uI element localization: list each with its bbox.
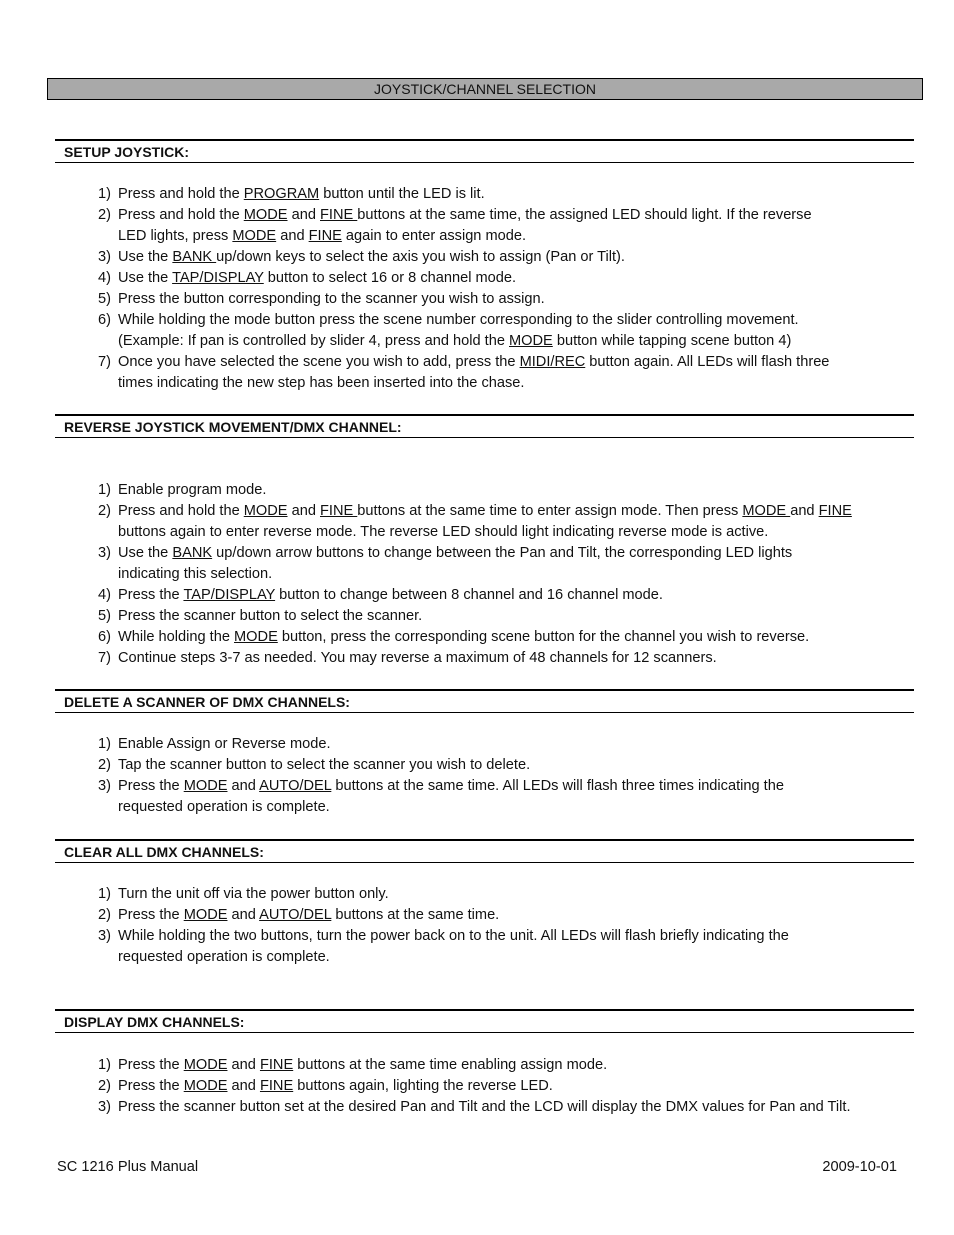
step-text: button again. All LEDs will flash three xyxy=(585,354,830,370)
step-number: 5) xyxy=(98,608,111,624)
button-name-reference: FINE xyxy=(320,207,358,223)
button-name-reference: MIDI/REC xyxy=(519,354,586,370)
section-heading: REVERSE JOYSTICK MOVEMENT/DMX CHANNEL: xyxy=(55,414,914,438)
step-line xyxy=(98,247,898,268)
step-line xyxy=(98,543,898,564)
button-name-reference: MODE xyxy=(243,503,288,519)
step-text: up/down arrow buttons to change between the Pan and Tilt, the corresponding LED lights xyxy=(212,545,793,561)
step-text: Press the xyxy=(118,1078,184,1094)
step-line xyxy=(98,905,898,926)
step-text: Use the xyxy=(118,545,173,561)
step-line xyxy=(98,648,898,669)
step-text: button, press the corresponding scene button for the channel you wish to reverse. xyxy=(277,629,810,645)
step-number: 3) xyxy=(98,778,111,794)
step-text: up/down keys to select the axis you wish to assign (Pan or Tilt). xyxy=(216,249,625,265)
button-name-reference: BANK xyxy=(172,249,217,265)
section-clear-channels xyxy=(55,839,914,863)
step-text: times indicating the new step has been inserted into the chase. xyxy=(118,375,525,391)
step-text: Tap the scanner button to select the scanner you wish to delete. xyxy=(118,757,531,773)
step-line xyxy=(98,1076,898,1097)
step-line xyxy=(98,755,898,776)
step-text: buttons again to enter reverse mode. The reverse LED should light indicating reverse mode is active. xyxy=(118,524,769,540)
display-steps-list xyxy=(98,1055,898,1118)
step-text: Press and hold the xyxy=(118,207,244,223)
step-number: 4) xyxy=(98,270,111,286)
button-name-reference: TAP/DISPLAY xyxy=(172,270,264,286)
button-name-reference: BANK xyxy=(172,545,213,561)
section-heading: SETUP JOYSTICK: xyxy=(55,139,914,163)
step-number: 2) xyxy=(98,907,111,923)
step-text: and xyxy=(227,1078,260,1094)
button-name-reference: MODE xyxy=(183,778,228,794)
button-name-reference: FINE xyxy=(320,503,358,519)
step-number: 1) xyxy=(98,736,111,752)
step-text: While holding the mode button press the scene number corresponding to the slider controlling movement. xyxy=(118,312,799,328)
step-text: Enable Assign or Reverse mode. xyxy=(118,736,331,752)
step-line xyxy=(98,501,898,522)
section-reverse-joystick xyxy=(55,414,914,438)
footer-date: 2009-10-01 xyxy=(822,1159,897,1175)
step-number: 2) xyxy=(98,207,111,223)
step-text: Press the button corresponding to the scanner you wish to assign. xyxy=(118,291,545,307)
clear-steps-list xyxy=(98,884,898,968)
button-name-reference: FINE xyxy=(818,503,852,519)
step-line xyxy=(98,310,898,331)
step-number: 6) xyxy=(98,312,111,328)
step-text: buttons at the same time enabling assign mode. xyxy=(293,1057,608,1073)
section-heading: DISPLAY DMX CHANNELS: xyxy=(55,1009,914,1033)
step-line xyxy=(98,226,898,247)
button-name-reference: AUTO/DEL xyxy=(259,778,332,794)
button-name-reference: FINE xyxy=(308,228,342,244)
setup-steps-list xyxy=(98,184,898,394)
section-heading: DELETE A SCANNER OF DMX CHANNELS: xyxy=(55,689,914,713)
step-text: Use the xyxy=(118,270,173,286)
button-name-reference: MODE xyxy=(234,629,278,645)
step-text: and xyxy=(287,503,320,519)
step-text: button to select 16 or 8 channel mode. xyxy=(263,270,517,286)
step-line xyxy=(98,627,898,648)
step-text: buttons at the same time, the assigned LED should light. If the reverse xyxy=(357,207,812,223)
section-heading: CLEAR ALL DMX CHANNELS: xyxy=(55,839,914,863)
step-text: Once you have selected the scene you wish to add, press the xyxy=(118,354,520,370)
step-number: 2) xyxy=(98,1078,111,1094)
step-number: 3) xyxy=(98,249,111,265)
section-setup-joystick xyxy=(55,139,914,163)
step-line xyxy=(98,585,898,606)
step-text: Press the xyxy=(118,587,184,603)
step-line xyxy=(98,564,898,585)
button-name-reference: TAP/DISPLAY xyxy=(183,587,276,603)
step-number: 1) xyxy=(98,886,111,902)
reverse-steps-list xyxy=(98,480,898,669)
section-delete-scanner xyxy=(55,689,914,713)
step-line xyxy=(98,1055,898,1076)
step-number: 4) xyxy=(98,587,111,603)
step-text: and xyxy=(287,207,320,223)
step-text: Press and hold the xyxy=(118,186,244,202)
step-line xyxy=(98,268,898,289)
step-text: and xyxy=(276,228,309,244)
step-number: 3) xyxy=(98,928,111,944)
button-name-reference: MODE xyxy=(183,1078,228,1094)
page-title: JOYSTICK/CHANNEL SELECTION xyxy=(47,78,923,100)
step-text: buttons at the same time. All LEDs will flash three times indicating the xyxy=(331,778,784,794)
step-text: and xyxy=(790,503,819,519)
step-number: 3) xyxy=(98,545,111,561)
button-name-reference: MODE xyxy=(183,1057,228,1073)
step-text: Press the xyxy=(118,778,184,794)
footer-manual-name: SC 1216 Plus Manual xyxy=(57,1159,199,1175)
step-number: 6) xyxy=(98,629,111,645)
step-line xyxy=(98,205,898,226)
button-name-reference: AUTO/DEL xyxy=(259,907,332,923)
step-line xyxy=(98,289,898,310)
step-line xyxy=(98,776,898,797)
step-text: Continue steps 3-7 as needed. You may reverse a maximum of 48 channels for 12 scanners. xyxy=(118,650,717,666)
step-line xyxy=(98,352,898,373)
step-number: 3) xyxy=(98,1099,111,1115)
step-number: 2) xyxy=(98,757,111,773)
step-text: Use the xyxy=(118,249,173,265)
step-text: Turn the unit off via the power button only. xyxy=(118,886,389,902)
step-number: 1) xyxy=(98,1057,111,1073)
section-display-channels xyxy=(55,1009,914,1033)
step-text: and xyxy=(227,907,260,923)
button-name-reference: MODE xyxy=(742,503,791,519)
button-name-reference: MODE xyxy=(183,907,228,923)
step-text: While holding the two buttons, turn the power back on to the unit. All LEDs will flash briefly indicating the xyxy=(118,928,789,944)
step-line xyxy=(98,331,898,352)
step-text: button while tapping scene button 4) xyxy=(552,333,792,349)
step-line xyxy=(98,884,898,905)
step-line xyxy=(98,797,898,818)
step-number: 1) xyxy=(98,186,111,202)
step-line xyxy=(98,926,898,947)
step-text: and xyxy=(227,1057,260,1073)
button-name-reference: FINE xyxy=(259,1078,294,1094)
step-text: buttons again, lighting the reverse LED. xyxy=(293,1078,553,1094)
step-line xyxy=(98,522,898,543)
step-line xyxy=(98,184,898,205)
step-text: requested operation is complete. xyxy=(118,949,330,965)
step-text: Press the xyxy=(118,1057,184,1073)
step-number: 2) xyxy=(98,503,111,519)
step-line xyxy=(98,947,898,968)
step-line xyxy=(98,734,898,755)
step-line xyxy=(98,606,898,627)
step-text: buttons at the same time. xyxy=(331,907,500,923)
step-line xyxy=(98,480,898,501)
button-name-reference: PROGRAM xyxy=(243,186,320,202)
step-text: Enable program mode. xyxy=(118,482,267,498)
button-name-reference: MODE xyxy=(232,228,277,244)
step-text: indicating this selection. xyxy=(118,566,273,582)
button-name-reference: MODE xyxy=(243,207,288,223)
step-line xyxy=(98,373,898,394)
step-text: (Example: If pan is controlled by slider 4, press and hold the xyxy=(118,333,509,349)
delete-steps-list xyxy=(98,734,898,818)
step-text: again to enter assign mode. xyxy=(341,228,527,244)
step-text: LED lights, press xyxy=(118,228,233,244)
step-line xyxy=(98,1097,898,1118)
step-text: Press and hold the xyxy=(118,503,244,519)
step-number: 1) xyxy=(98,482,111,498)
step-text: While holding the xyxy=(118,629,235,645)
step-text: Press the scanner button to select the scanner. xyxy=(118,608,423,624)
step-number: 7) xyxy=(98,650,111,666)
button-name-reference: FINE xyxy=(259,1057,294,1073)
step-text: button to change between 8 channel and 16 channel mode. xyxy=(275,587,663,603)
step-text: and xyxy=(227,778,260,794)
step-number: 5) xyxy=(98,291,111,307)
step-text: Press the scanner button set at the desired Pan and Tilt and the LCD will display the DMX values for Pan and Tilt. xyxy=(118,1099,851,1115)
step-text: buttons at the same time to enter assign mode. Then press xyxy=(357,503,743,519)
button-name-reference: MODE xyxy=(509,333,553,349)
step-text: button until the LED is lit. xyxy=(319,186,485,202)
step-text: Press the xyxy=(118,907,184,923)
step-number: 7) xyxy=(98,354,111,370)
step-text: requested operation is complete. xyxy=(118,799,330,815)
